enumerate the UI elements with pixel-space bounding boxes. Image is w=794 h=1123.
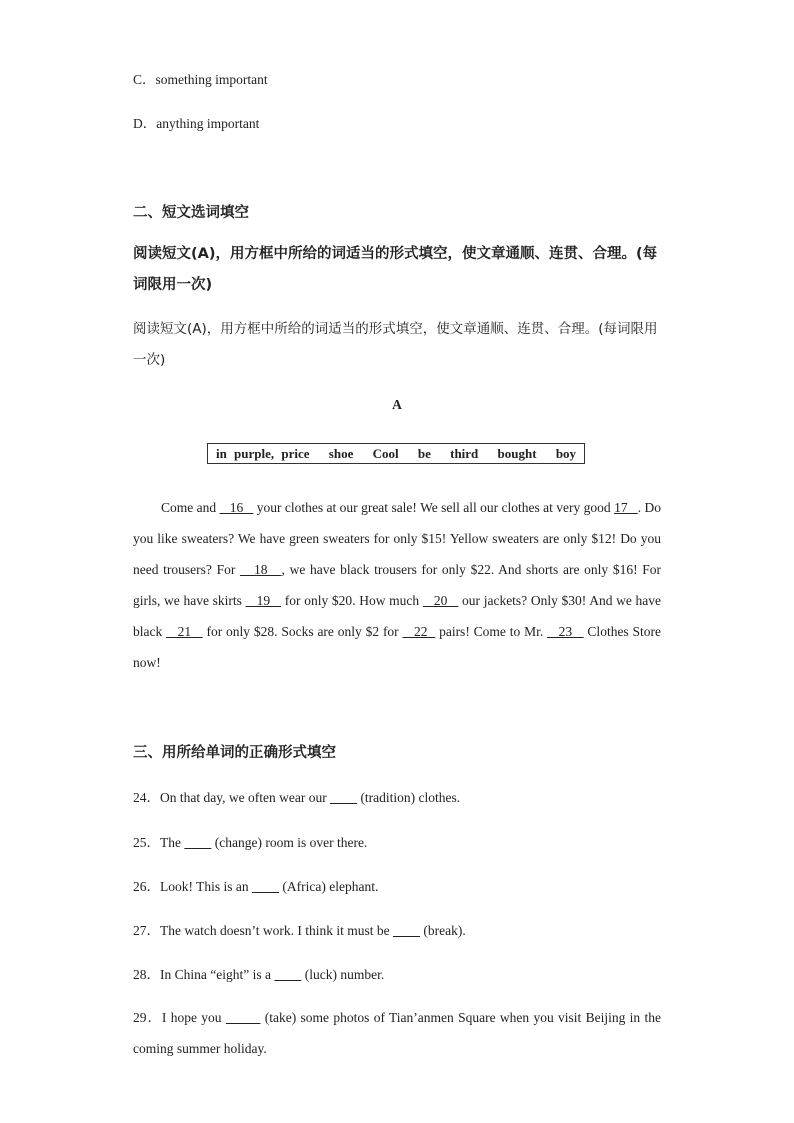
answer-blank[interactable]	[330, 790, 357, 805]
question-text: 29．I hope you	[133, 1010, 226, 1025]
passage-text: Come and	[161, 500, 220, 515]
passage-text: , we have black trousers for only $22. And shorts are only $16! For girls, we have skirts	[133, 562, 661, 608]
passage-text: . Do you like sweaters? We have green sweaters for only $15! Yellow sweaters are only $12! Do you need trousers? For	[133, 500, 662, 577]
passage-text: your clothes at our great sale! We sell all our clothes at very good	[253, 500, 615, 515]
word-box	[207, 443, 585, 464]
blank-21[interactable]: 21	[166, 624, 203, 639]
question-27	[133, 919, 466, 939]
blank-16[interactable]: 16	[219, 500, 254, 515]
question-text: (break).	[419, 923, 466, 938]
question-text: 25．The	[133, 835, 185, 850]
blank-17[interactable]: 17	[614, 500, 638, 515]
passage-text: our jackets? Only $30! And we have black	[133, 593, 662, 639]
word-box-item: bought	[497, 446, 537, 461]
blank-19[interactable]: 19	[245, 593, 282, 608]
question-26	[133, 875, 378, 895]
question-text: (luck) number.	[301, 967, 385, 982]
blank-18[interactable]: 18	[240, 562, 282, 577]
section2-instruction: 阅读短文(A)，用方框中所给的词适当的形式填空，使文章通顺、连贯、合理。(每词限用一次)	[133, 321, 658, 368]
word-box-item: third	[450, 446, 479, 461]
cloze-passage	[133, 492, 661, 678]
answer-blank[interactable]	[226, 1010, 261, 1025]
section2-heading: 二、短文选词填空	[133, 205, 249, 221]
option-d: D．anything important	[133, 116, 260, 131]
question-text: 28．In China “eight” is a	[133, 967, 275, 982]
blank-23[interactable]: 23	[547, 624, 584, 639]
question-text: 26．Look! This is an	[133, 879, 252, 894]
question-text: (tradition) clothes.	[357, 790, 461, 805]
blank-22[interactable]: 22	[402, 624, 436, 639]
section3-heading: 三、用所给单词的正确形式填空	[133, 745, 336, 761]
answer-blank[interactable]	[252, 879, 279, 894]
word-box-item: boy	[555, 446, 577, 461]
question-24	[133, 786, 460, 806]
question-28	[133, 963, 384, 983]
word-box-item: be	[417, 446, 431, 461]
passage-text: for only $28. Socks are only $2 for	[202, 624, 403, 639]
answer-blank[interactable]	[184, 835, 211, 850]
option-c: C．something important	[133, 72, 268, 87]
passage-title: A	[392, 397, 402, 412]
question-text: (Africa) elephant.	[279, 879, 379, 894]
answer-blank[interactable]	[393, 923, 420, 938]
passage-text: pairs! Come to Mr.	[435, 624, 548, 639]
blank-20[interactable]: 20	[422, 593, 459, 608]
section2-instruction-bold: 阅读短文(A)，用方框中所给的词适当的形式填空，使文章通顺、连贯、合理。(每词限用一次)	[133, 246, 658, 293]
passage-text: Clothes Store now!	[133, 624, 662, 670]
passage-text: for only $20. How much	[281, 593, 423, 608]
answer-blank[interactable]	[274, 967, 301, 982]
question-text: 27．The watch doesn’t work. I think it must be	[133, 923, 393, 938]
word-box-item: in purple, price	[215, 446, 310, 461]
question-25	[133, 831, 367, 851]
question-text: 24．On that day, we often wear our	[133, 790, 331, 805]
word-box-item: Cool	[372, 446, 399, 461]
question-text: (change) room is over there.	[211, 835, 368, 850]
word-box-item: shoe	[328, 446, 354, 461]
question-29	[133, 1002, 661, 1064]
question-text: (take) some photos of Tian’anmen Square when you visit Beijing in the coming summer holiday.	[133, 1010, 661, 1056]
